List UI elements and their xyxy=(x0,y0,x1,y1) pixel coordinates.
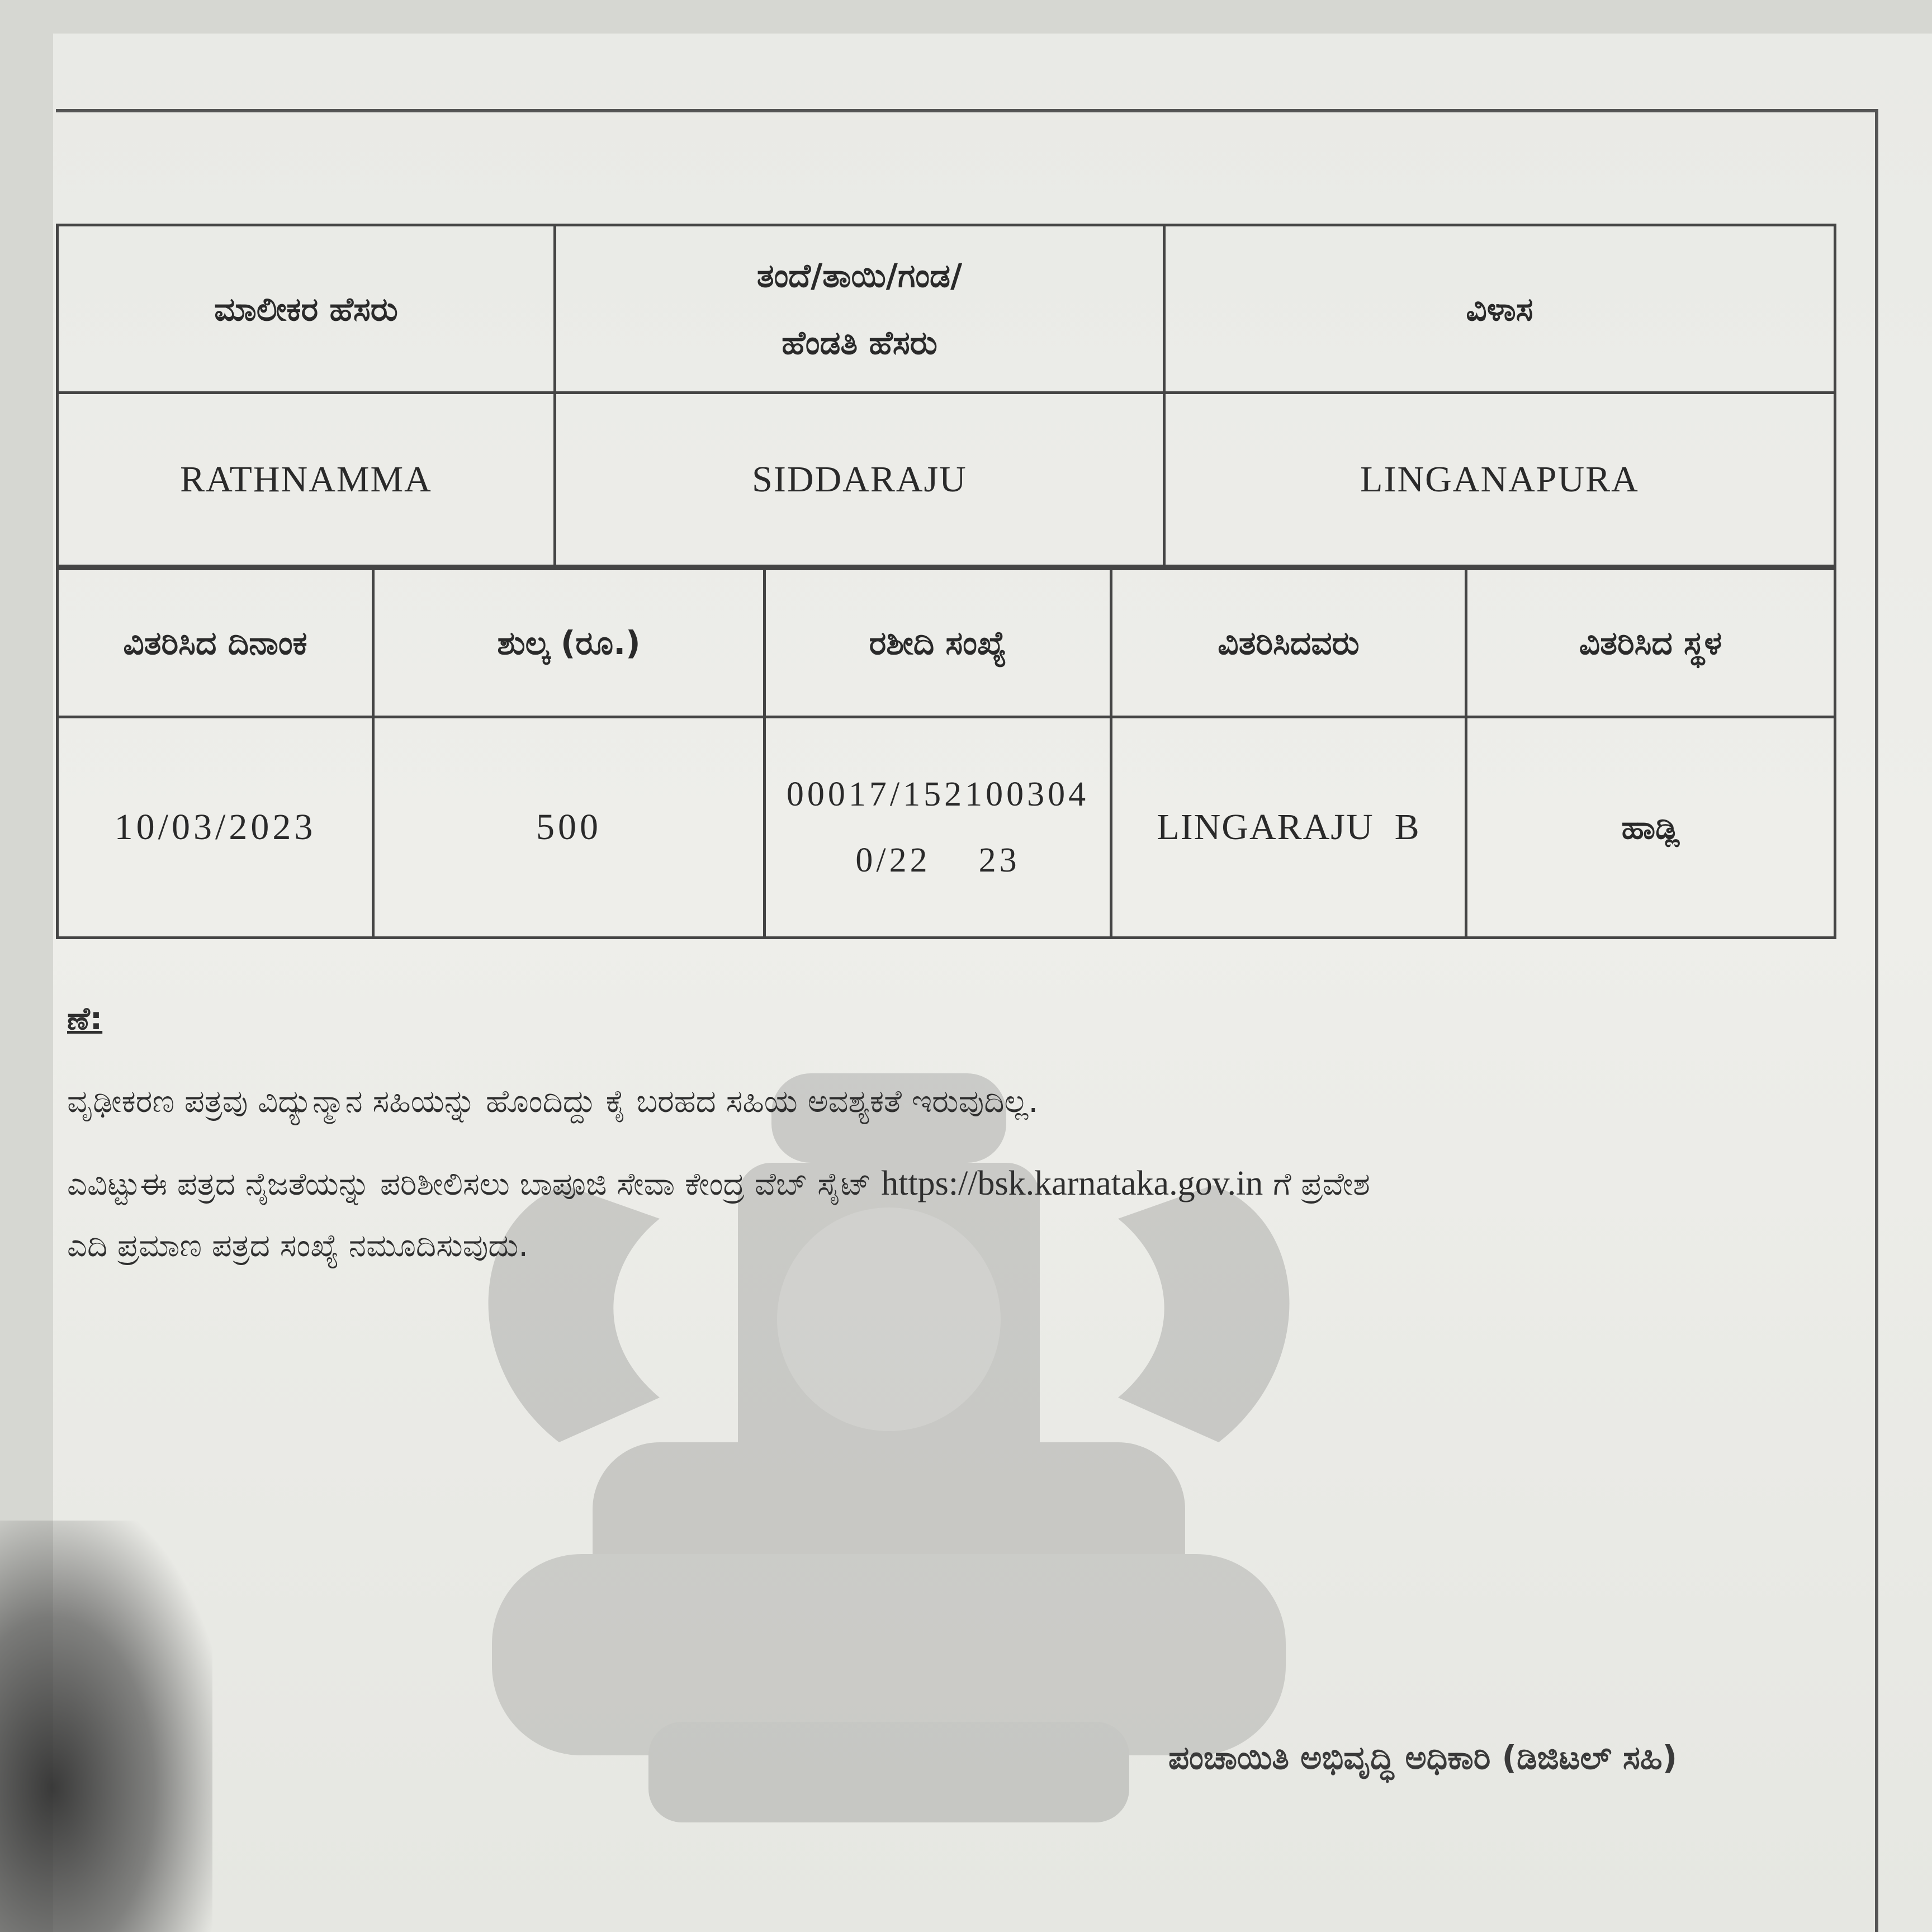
header-receipt-number: ರಶೀದಿ ಸಂಖ್ಯೆ xyxy=(765,569,1111,717)
issue-place-value: ಹಾಡ್ಲಿ xyxy=(1466,717,1835,938)
header-issue-date: ವಿತರಿಸಿದ ದಿನಾಂಕ xyxy=(58,569,373,717)
finger-shadow xyxy=(0,1521,212,1932)
note-line-2-text: ಎವಿಟ್ಟುಈ ಪತ್ರದ ನೈಜತೆಯನ್ನು ಪರಿಶೀಲಿಸಲು ಬಾಪೂಜಿ ಸೇವಾ ಕೇಂದ್ರ ವೆಬ್ ಸೈಟ್ xyxy=(67,1166,872,1202)
note-line-1: ವೃಢೀಕರಣ ಪತ್ರವು ವಿದ್ಯುನ್ಮಾನ ಸಹಿಯನ್ನು ಹೊಂದಿದ್ದು ಕೈ ಬರಹದ ಸಹಿಯ ಅವಶ್ಯಕತೆ ಇರುವುದಿಲ್ಲ. xyxy=(67,1083,1039,1120)
relative-name-value: SIDDARAJU xyxy=(555,393,1164,566)
note-line-2 xyxy=(67,1153,1856,1215)
header-owner-name: ಮಾಲೀಕರ ಹೆಸರು xyxy=(58,225,555,393)
issue-table xyxy=(56,567,1836,939)
bsk-website-link[interactable]: https://bsk.karnataka.gov.in xyxy=(881,1164,1263,1202)
fee-value: 500 xyxy=(373,717,765,938)
header-issue-place: ವಿತರಿಸಿದ ಸ್ಥಳ xyxy=(1466,569,1835,717)
notes-section xyxy=(67,1001,1856,1297)
header-address: ವಿಳಾಸ xyxy=(1164,225,1835,393)
receipt-number-value: 00017/152100304 0/22 23 xyxy=(765,717,1111,938)
note-line-2-suffix: ಗೆ ಪ್ರವೇಶ xyxy=(1273,1166,1370,1202)
issue-date-value: 10/03/2023 xyxy=(58,717,373,938)
header-fee: ಶುಲ್ಕ (ರೂ.) xyxy=(373,569,765,717)
owner-name-value: RATHNAMMA xyxy=(58,393,555,566)
owner-table xyxy=(56,224,1836,567)
signature-label: ಪಂಚಾಯಿತಿ ಅಭಿವೃದ್ಧಿ ಅಧಿಕಾರಿ (ಡಿಜಿಟಲ್ ಸಹಿ) xyxy=(1168,1739,1678,1777)
header-relative-name: ತಂದೆ/ತಾಯಿ/ಗಂಡ/ ಹೆಂಡತಿ ಹೆಸರು xyxy=(555,225,1164,393)
notes-heading: ಣೆ: xyxy=(67,1001,103,1037)
address-value: LINGANAPURA xyxy=(1164,393,1835,566)
note-line-3: ಎದಿ ಪ್ರಮಾಣ ಪತ್ರದ ಸಂಖ್ಯೆ ನಮೂದಿಸುವುದು. xyxy=(67,1228,529,1264)
header-issued-by: ವಿತರಿಸಿದವರು xyxy=(1111,569,1466,717)
issued-by-value: LINGARAJU B xyxy=(1111,717,1466,938)
